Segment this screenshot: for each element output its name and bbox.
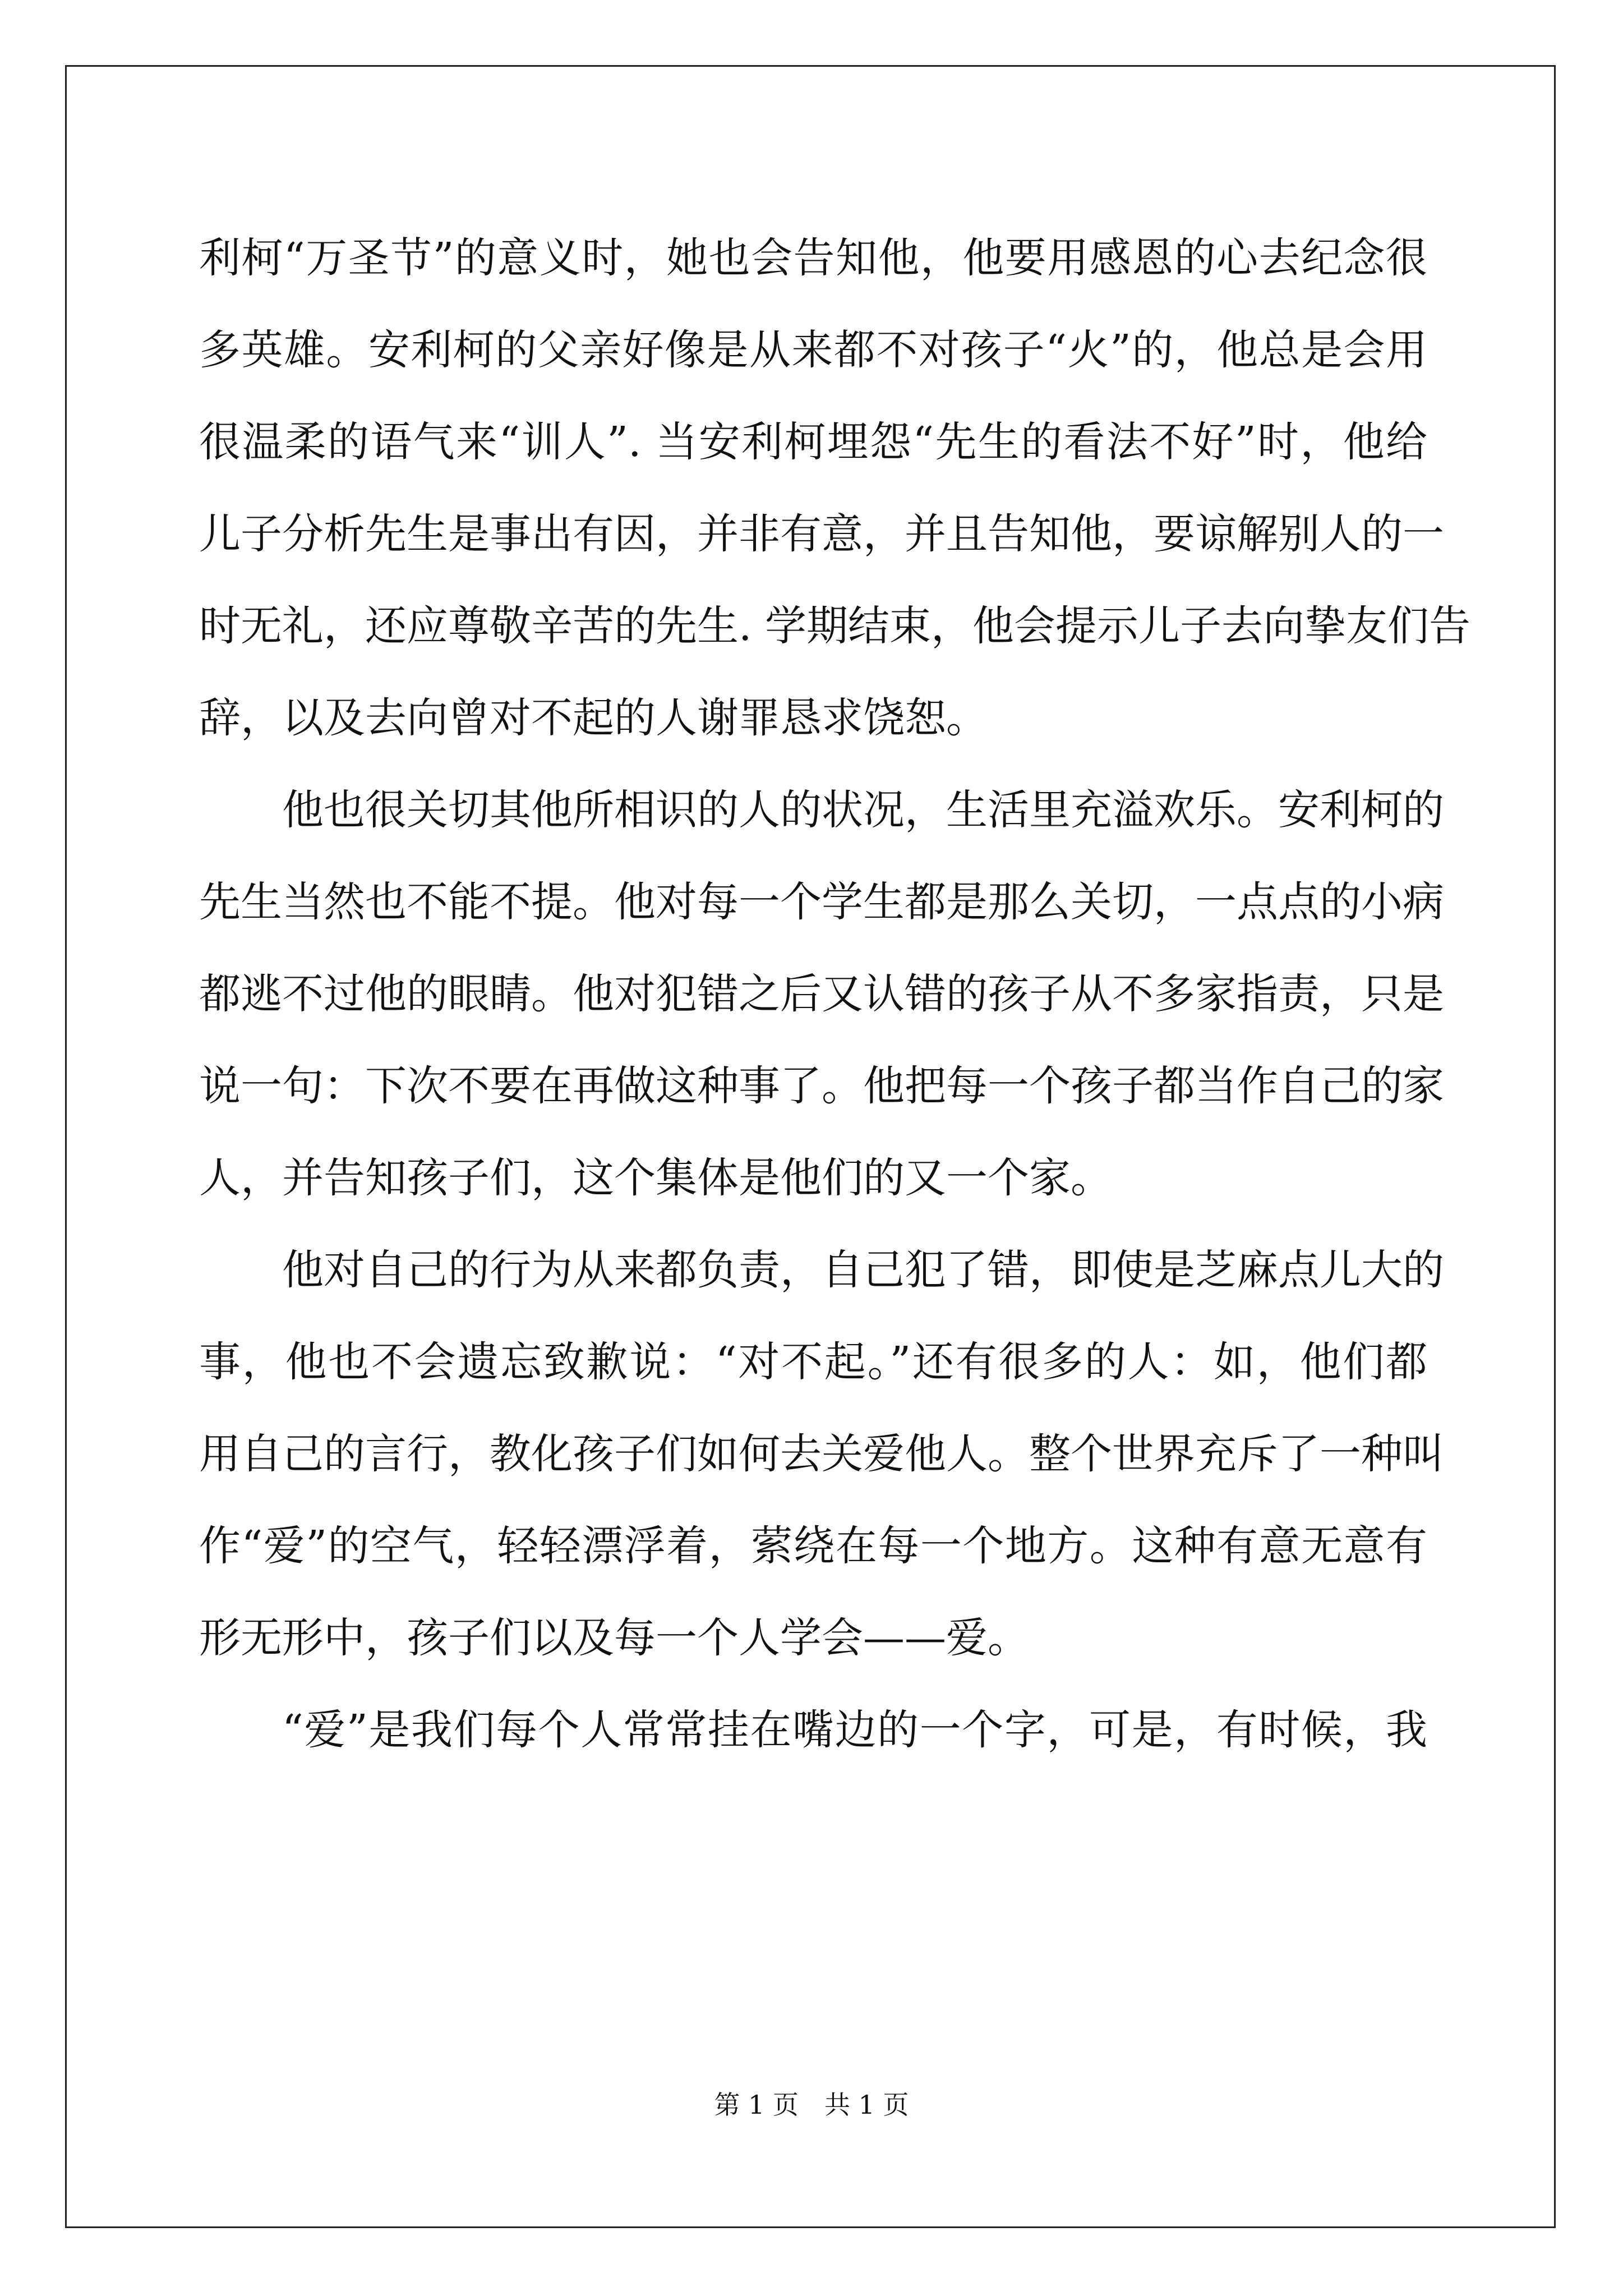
text-line-10: 说一句：下次不要在再做这种事了。他把每一个孩子都当作自己的家 <box>199 1062 1444 1110</box>
text-line-5: 时无礼，还应尊敬辛苦的先生. 学期结束，他会提示儿子去向挚友们告 <box>199 602 1471 650</box>
text-line-12: 他对自己的行为从来都负责，自己犯了错，即使是芝麻点儿大的 <box>282 1246 1444 1294</box>
text-line-15: 作“爱”的空气，轻轻漂浮着，萦绕在每一个地方。这种有意无意有 <box>199 1522 1427 1570</box>
document-body <box>199 212 1471 1776</box>
text-line-8: 先生当然也不能不提。他对每一个学生都是那么关切，一点点的小病 <box>199 878 1444 926</box>
text-line-14: 用自己的言行，教化孩子们如何去关爱他人。整个世界充斥了一种叫 <box>199 1430 1444 1478</box>
text-line-3: 很温柔的语气来“训人”. 当安利柯埋怨“先生的看法不好”时，他给 <box>199 418 1427 466</box>
text-line-16: 形无形中，孩子们以及每一个人学会——爱。 <box>199 1614 1029 1662</box>
page-footer: 第 1 页 共 1 页 <box>714 2090 909 2120</box>
text-line-6: 辞，以及去向曾对不起的人谢罪恳求饶恕。 <box>199 694 988 742</box>
text-line-17: “爱”是我们每个人常常挂在嘴边的一个字，可是，有时候，我 <box>282 1706 1427 1754</box>
text-line-2: 多英雄。安利柯的父亲好像是从来都不对孩子“火”的，他总是会用 <box>199 326 1427 374</box>
text-line-11: 人，并告知孩子们，这个集体是他们的又一个家。 <box>199 1154 1112 1202</box>
text-line-7: 他也很关切其他所相识的人的状况，生活里充溢欢乐。安利柯的 <box>282 786 1444 834</box>
text-line-1: 利柯“万圣节”的意义时，她也会告知他，他要用感恩的心去纪念很 <box>199 234 1427 282</box>
text-line-4: 儿子分析先生是事出有因，并非有意，并且告知他，要谅解别人的一 <box>199 510 1444 558</box>
text-line-13: 事，他也不会遗忘致歉说：“对不起。”还有很多的人：如，他们都 <box>199 1338 1427 1386</box>
text-line-9: 都逃不过他的眼睛。他对犯错之后又认错的孩子从不多家指责，只是 <box>199 970 1444 1018</box>
